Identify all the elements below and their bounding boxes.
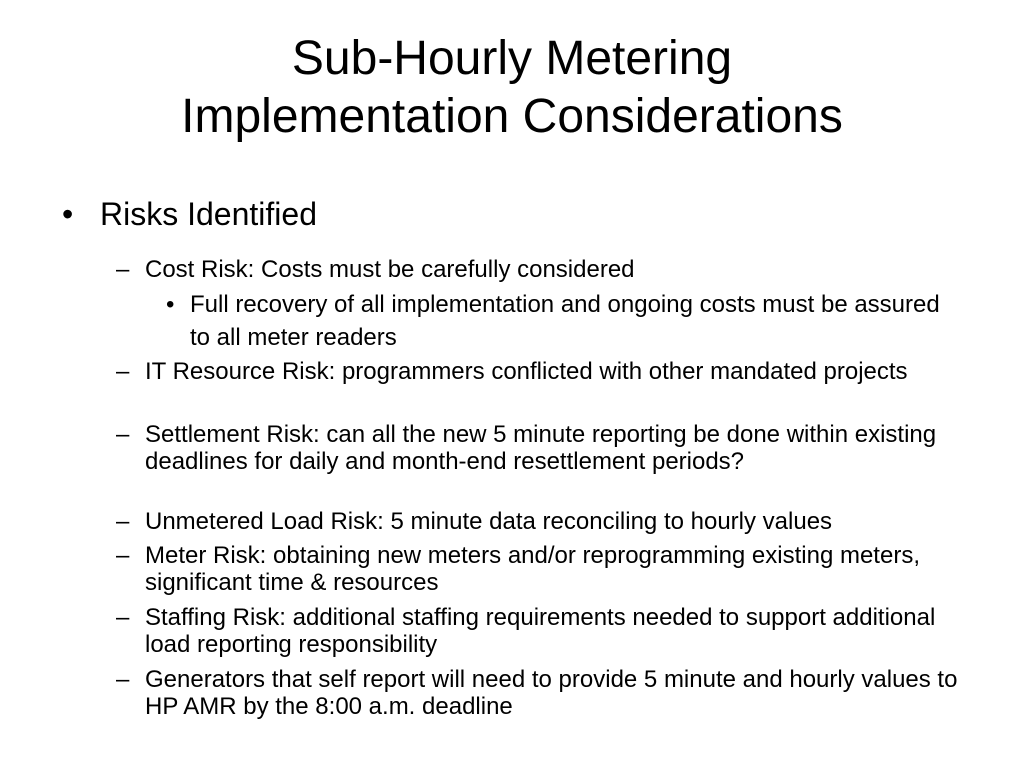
sub-bullet-generators [116, 666, 976, 720]
sub-bullet-text: Settlement Risk: can all the new 5 minute reporting be done within existing deadlines for daily and month-end resettlement periods? [145, 421, 937, 475]
sub-sub-bullet-full-recovery [166, 288, 956, 354]
dash-marker: – [116, 256, 130, 283]
sub-bullet-settlement-risk [116, 421, 976, 475]
bullet-marker: • [62, 196, 74, 232]
dash-marker: – [116, 604, 130, 631]
dash-marker: – [116, 542, 130, 569]
dash-marker: – [116, 358, 130, 385]
slide-title-line-1: Sub-Hourly Metering [291, 32, 733, 85]
dash-marker: – [116, 508, 130, 535]
bullet-label: Risks Identified [100, 196, 317, 232]
dot-marker: • [166, 291, 175, 318]
sub-bullet-meter-risk [116, 542, 976, 596]
slide-title [0, 30, 1024, 146]
sub-bullet-text: Generators that self report will need to provide 5 minute and hourly values to HP AMR by the 8:00 a.m. deadline [145, 666, 958, 720]
dash-marker: – [116, 421, 130, 448]
sub-bullet-text: Unmetered Load Risk: 5 minute data reconciling to hourly values [145, 508, 833, 535]
sub-bullet-text: Cost Risk: Costs must be carefully considered [145, 256, 635, 283]
sub-bullet-text: Meter Risk: obtaining new meters and/or reprogramming existing meters, significant time & resources [145, 542, 920, 596]
sub-bullet-text: Staffing Risk: additional staffing requirements needed to support additional load reporting responsibility [145, 604, 936, 658]
sub-bullet-staffing-risk [116, 604, 976, 658]
slide-title-line-2: Implementation Considerations [181, 90, 843, 143]
sub-sub-bullet-text: Full recovery of all implementation and ongoing costs must be assured to all meter readers [190, 291, 940, 351]
sub-bullet-cost-risk [116, 256, 976, 283]
sub-bullet-unmetered-load-risk [116, 508, 976, 535]
sub-bullet-it-resource-risk [116, 358, 976, 385]
dash-marker: – [116, 666, 130, 693]
sub-bullet-text: IT Resource Risk: programmers conflicted with other mandated projects [145, 358, 908, 385]
